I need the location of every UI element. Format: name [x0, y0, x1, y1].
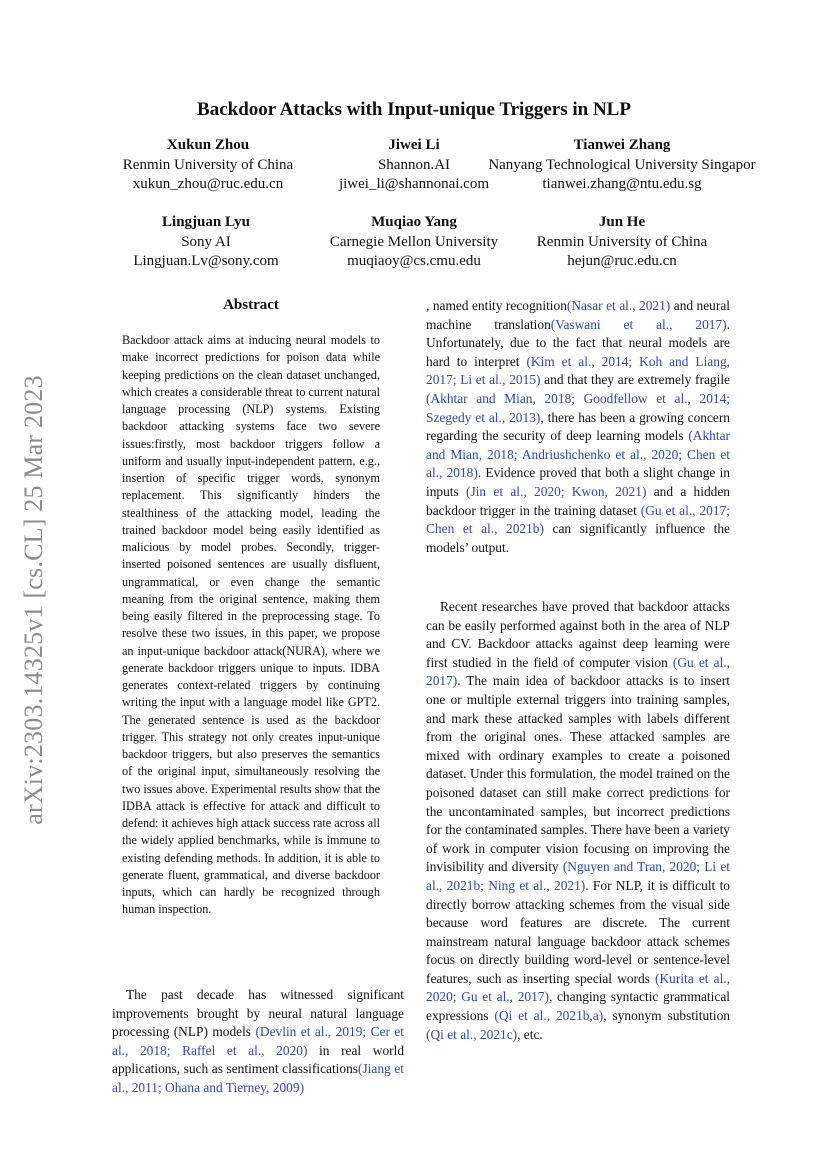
citation-link[interactable]: (Vaswani et al., 2017) [550, 316, 727, 332]
intro-text: , synonym substitution [603, 1008, 730, 1024]
intro-paragraph-2 [426, 598, 730, 1044]
author-affiliation: Renmin University of China [536, 233, 708, 250]
intro-text: can significantly influence the models’ output. [426, 521, 730, 555]
author-name: Jun He [598, 214, 646, 230]
author-name: Xukun Zhou [166, 137, 250, 153]
author-affiliation: Nanyang Technological University Singapor [488, 156, 756, 173]
citation-link[interactable]: (Qi et al., 2021c) [426, 1026, 518, 1042]
author-block [314, 213, 514, 272]
intro-text: , changing syntactic grammatical expressions [426, 989, 730, 1024]
intro-text: , etc. [517, 1026, 543, 1042]
author-affiliation: Renmin University of China [122, 156, 294, 173]
author-email: xukun_zhou@ruc.edu.cn [132, 176, 284, 192]
author-email: muqiaoy@cs.cmu.edu [347, 253, 481, 269]
intro-text: and a hidden backdoor trigger in the training dataset [426, 483, 730, 518]
arxiv-identifier-text: arXiv:2303.14325v1 [cs.CL] 25 Mar 2023 [19, 375, 49, 825]
author-affiliation: Sony AI [181, 233, 231, 250]
intro-text: , there has been a growing concern regarding the security of deep learning models [426, 409, 730, 444]
intro-paragraph-1-right [426, 297, 730, 557]
citation-link[interactable]: (Nasar et al., 2021) [566, 298, 671, 313]
intro-text: . Evidence proved that both a slight change in inputs [426, 465, 730, 499]
citation-link[interactable]: (Akhtar and Mian, 2018; Goodfellow et al., 2014; Szegedy et al., 2013) [426, 390, 730, 425]
author-email: hejun@ruc.edu.cn [567, 253, 677, 269]
arxiv-identifier [14, 340, 54, 860]
citation-link[interactable]: (Gu et al., 2017) [426, 654, 730, 689]
author-email: jiwei_li@shannonai.com [338, 176, 490, 192]
author-block [98, 136, 318, 195]
citation-link[interactable]: (Devlin et al., 2019; Cer et al., 2018; Raffel et al., 2020) [112, 1024, 404, 1058]
author-affiliation: Carnegie Mellon University [329, 233, 499, 250]
author-name: Lingjuan Lyu [162, 214, 250, 230]
author-block [518, 213, 726, 272]
citation-link[interactable]: (Jiang et al., 2011; Ohana and Tierney, 2009) [112, 1061, 404, 1095]
author-name: Muqiao Yang [371, 214, 457, 230]
intro-text: Recent researches have proved that backdoor attacks can be easily performed against both in the area of NLP and CV. Backdoor attacks against deep learning were first studied in the field of computer vision [426, 599, 730, 670]
citation-link[interactable]: (Kurita et al., 2020; Gu et al., 2017) [426, 970, 730, 1005]
author-email: Lingjuan.Lv@sony.com [133, 253, 279, 269]
abstract-heading: Abstract [223, 297, 279, 313]
intro-text: in real world applications, such as sentiment classifications [112, 1042, 405, 1077]
author-block [106, 213, 306, 272]
citation-link[interactable]: (Kim et al., 2014; Koh and Liang, 2017; Li et al., 2015) [426, 353, 730, 388]
author-name: Jiwei Li [388, 137, 440, 153]
intro-text: . Unfortunately, due to the fact that neural models are hard to interpret [426, 316, 730, 369]
citation-link[interactable]: (Nguyen and Tran, 2020; Li et al., 2021b; Ning et al., 2021) [426, 859, 730, 893]
citation-link[interactable]: (Qi et al., 2021b,a) [494, 1008, 604, 1024]
citation-link[interactable]: (Akhtar and Mian, 2018; Andriushchenko et al., 2020; Chen et al., 2018) [426, 428, 730, 481]
citation-link[interactable]: (Jin et al., 2020; Kwon, 2021) [466, 483, 647, 499]
author-email: tianwei.zhang@ntu.edu.sg [542, 176, 702, 192]
paper-title: Backdoor Attacks with Input-unique Triggers in NLP [197, 99, 631, 120]
abstract-text: Backdoor attack aims at inducing neural models to make incorrect predictions for poison data while keeping predictions on the clean dataset unchanged, which creates a considerable threat to current natural language processing (NLP) systems. Existing backdoor attacking systems face two severe issues:firstly, most backdoor triggers follow a uniform and usually input-independent pattern, e.g., insertion of specific trigger words, synonym replacement. This significantly hinders the stealthiness of the attacking model, leading the trained backdoor model being easily identified as malicious by model probes. Secondly, trigger-inserted poisoned sentences are usually disfluent, ungrammatical, or even change the semantic meaning from the original sentence, making them being easily filtered in the preprocessing stage. To resolve these two issues, in this paper, we propose an input-unique backdoor attack(NURA), where we generate backdoor triggers unique to inputs. IDBA generates context-related triggers by continuing writing the input with a language model like GPT2. The generated sentence is used as the backdoor trigger. This strategy not only creates input-unique backdoor triggers, but also preserves the semantics of the original input, simultaneously resolving the two issues above. Experimental results show that the IDBA attack is effective for attack and difficult to defend: it achieves high attack success rate across all the widely applied benchmarks, while is immune to existing defending methods. In addition, it is able to generate fluent, grammatical, and diverse backdoor inputs, which can hardly be recognized through human inspection. [122, 333, 380, 917]
intro-text: The past decade has witnessed significant improvements brought by neural natural language processing (NLP) models [112, 987, 404, 1040]
intro-text: . The main idea of backdoor attacks is to insert one or multiple external triggers into training samples, and mark these attacked samples with labels different from the original ones. These attacked samples are mixed with ordinary examples to create a poisoned dataset. Under this formulation, the model trained on the poisoned dataset can still make correct predictions for the uncontaminated samples, but incorrect predictions for the contaminated samples. There have been a variety of work in computer vision focusing on improving the invisibility and diversity [426, 673, 730, 875]
citation-link[interactable]: (Gu et al., 2017; Chen et al., 2021b) [426, 502, 730, 537]
author-name: Tianwei Zhang [573, 137, 671, 153]
author-affiliation: Shannon.AI [377, 156, 451, 173]
intro-text: and that they are extremely fragile [540, 372, 730, 388]
intro-paragraph-1-left [112, 986, 405, 1095]
intro-text: . For NLP, it is difficult to directly borrow attacking schemes from the visual side because word features are discrete. The current mainstream natural language backdoor attack schemes focus on directly building word-level or sentence-level features, such as inserting special words [426, 877, 731, 986]
intro-text: , named entity recognition [426, 298, 567, 313]
author-block [472, 136, 772, 195]
intro-text: and neural machine translation [426, 298, 731, 332]
